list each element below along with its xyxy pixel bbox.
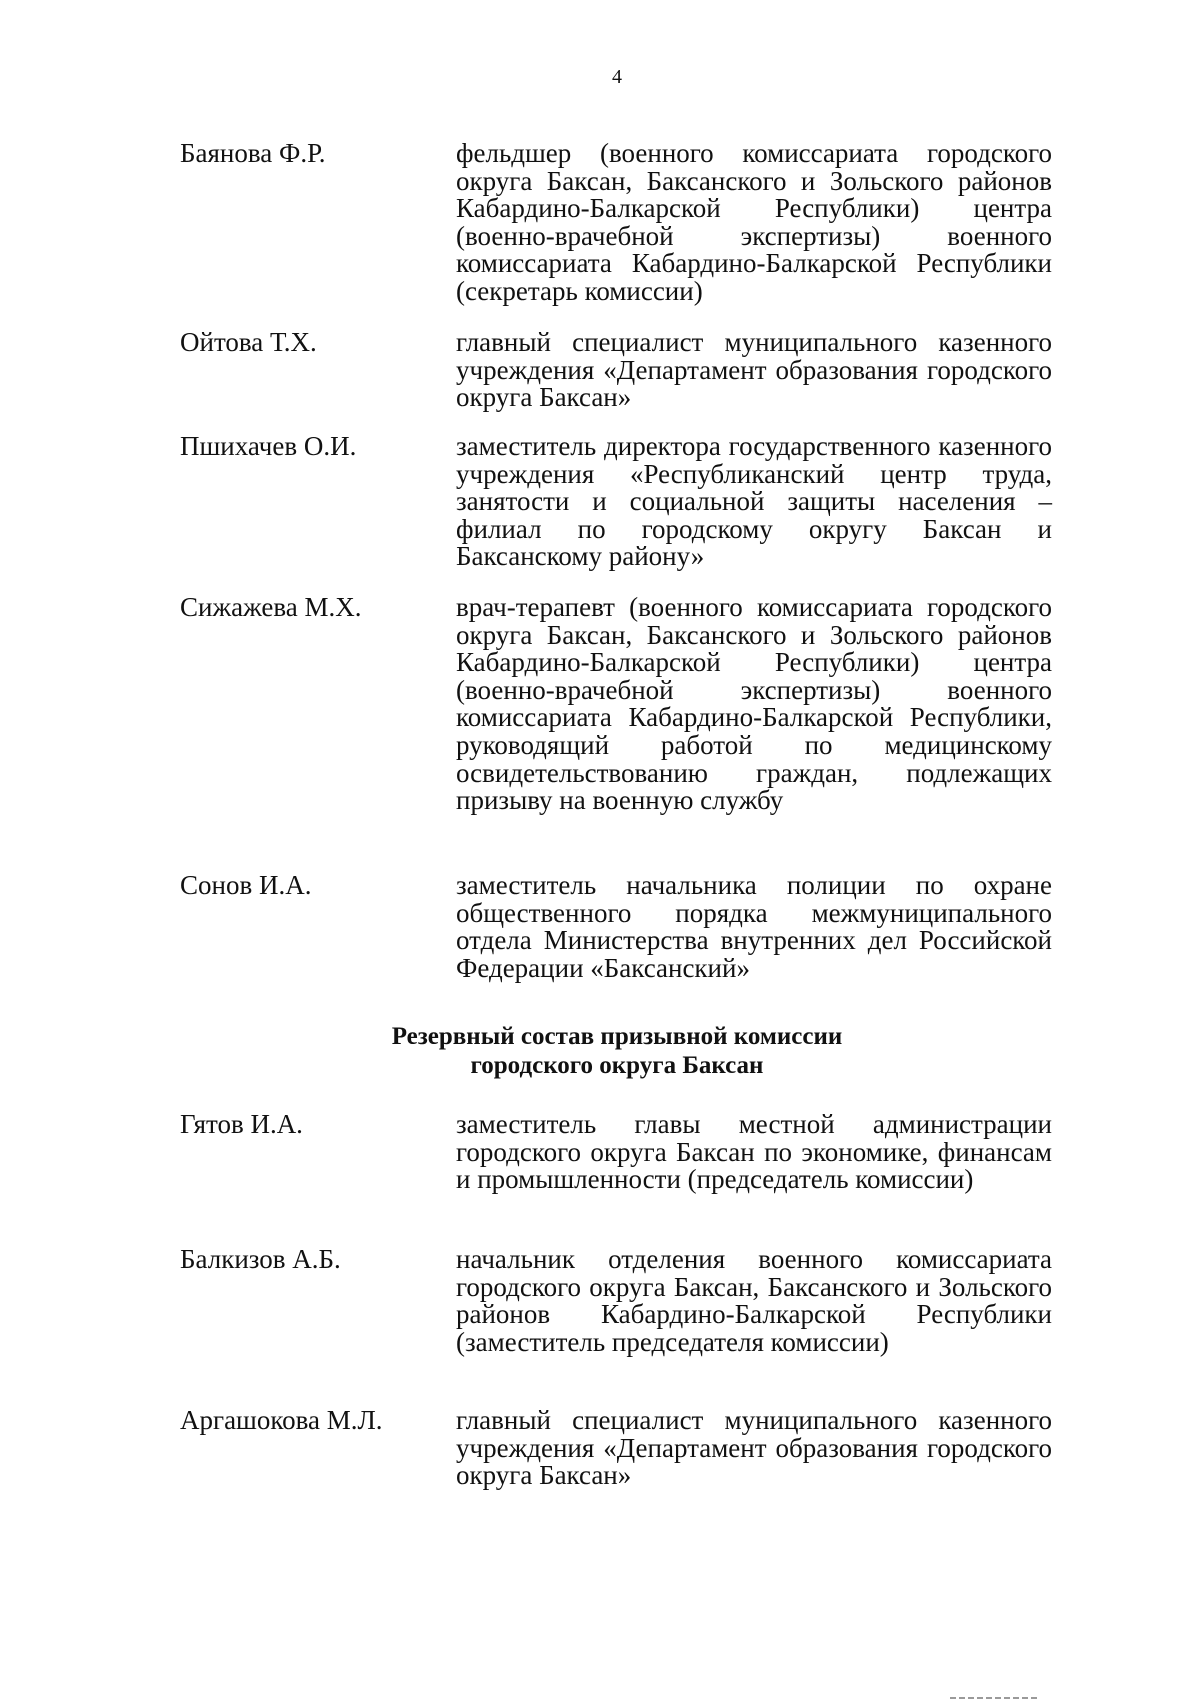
member-description: фельдшер (военного комиссариата городского округа Баксан, Баксанского и Зольского районов Кабардино-Балкарской Республики) центра (военно-врачебной экспертизы) военного комиссариата Кабардино-Балкарской Республики (секретарь комиссии) — [456, 138, 1052, 306]
member-description: врач-терапевт (военного комиссариата городского округа Баксан, Баксанского и Зольского районов Кабардино-Балкарской Республики) центра (военно-врачебной экспертизы) военного комиссариата Кабардино-Балкарской Республики, руководящий работой по медицинскому освидетельствованию граждан, подлежащих призыву на военную службу — [456, 592, 1052, 816]
member-entry-1 — [180, 140, 1052, 306]
member-name: Сижажева М.Х. — [180, 592, 362, 622]
member-name: Пшихачев О.И. — [180, 431, 357, 461]
reserve-member-description: главный специалист муниципального казенного учреждения «Департамент образования городского округа Баксан» — [456, 1405, 1052, 1491]
page-number: 4 — [612, 66, 622, 88]
member-name: Ойтова Т.Х. — [180, 327, 317, 357]
reserve-member-name: Балкизов А.Б. — [180, 1244, 341, 1274]
reserve-section-title — [0, 1022, 1200, 1080]
reserve-member-name: Аргашокова М.Л. — [180, 1405, 383, 1435]
member-description: заместитель директора государственного казенного учреждения «Республиканский центр труда, занятости и социальной защиты населения – филиал по городскому округу Баксан и Баксанскому району» — [456, 431, 1052, 572]
reserve-member-entry-2 — [180, 1246, 1052, 1356]
reserve-member-name: Гятов И.А. — [180, 1109, 303, 1139]
member-name: Сонов И.А. — [180, 870, 312, 900]
reserve-title-line-2: городского округа Баксан — [470, 1052, 764, 1079]
reserve-member-description: начальник отделения военного комиссариата городского округа Баксан, Баксанского и Зольского районов Кабардино-Балкарской Республики (заместитель председателя комиссии) — [456, 1244, 1052, 1357]
member-entry-3 — [180, 433, 1052, 571]
member-entry-4 — [180, 594, 1052, 815]
member-entry-5 — [180, 872, 1052, 982]
reserve-member-entry-1 — [180, 1111, 1052, 1194]
reserve-member-description: заместитель главы местной администрации городского округа Баксан по экономике, финансам и промышленности (председатель комиссии) — [456, 1109, 1052, 1195]
member-description: главный специалист муниципального казенного учреждения «Департамент образования городского округа Баксан» — [456, 327, 1052, 413]
scan-edge-mark — [950, 1697, 1040, 1699]
member-description: заместитель начальника полиции по охране общественного порядка межмуниципального отдела Министерства внутренних дел Российской Федерации «Баксанский» — [456, 870, 1052, 983]
member-name: Баянова Ф.Р. — [180, 138, 326, 168]
reserve-member-entry-3 — [180, 1407, 1052, 1490]
member-entry-2 — [180, 329, 1052, 412]
reserve-title-line-1: Резервный состав призывной комиссии — [391, 1023, 843, 1050]
